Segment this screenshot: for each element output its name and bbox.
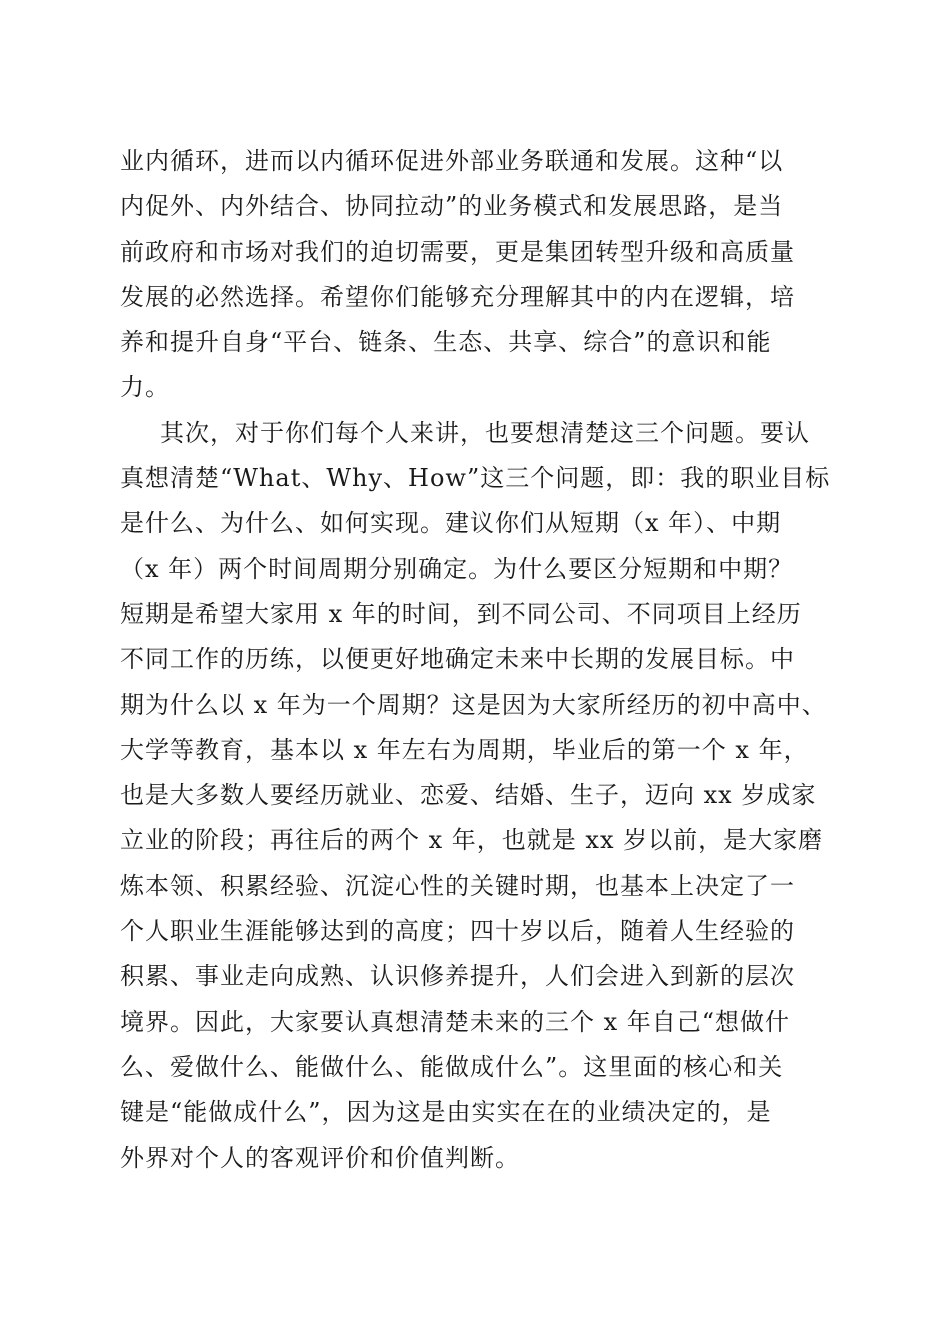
text-line: 力。 xyxy=(120,373,170,402)
text-line: 积累、事业走向成熟、认识修养提升，人们会进入到新的层次 xyxy=(120,962,795,991)
text-line: 外界对个人的客观评价和价值判断。 xyxy=(120,1143,520,1172)
text-line: 立业的阶段；再往后的两个 x 年，也就是 xx 岁以前，是大家磨 xyxy=(120,826,824,855)
text-line: 炼本领、积累经验、沉淀心性的关键时期，也基本上决定了一 xyxy=(120,871,795,900)
text-line: 期为什么以 x 年为一个周期？这是因为大家所经历的初中高中、 xyxy=(120,690,827,719)
text-line: 业内循环，进而以内循环促进外部业务联通和发展。这种“以 xyxy=(120,147,784,175)
text-line: 发展的必然选择。希望你们能够充分理解其中的内在逻辑，培 xyxy=(120,282,795,311)
text-line: 真想清楚“What、Why、How”这三个问题，即：我的职业目标 xyxy=(120,464,831,493)
text-line: 养和提升自身“平台、链条、生态、共享、综合”的意识和能 xyxy=(120,328,772,357)
text-line: （x 年）两个时间周期分别确定。为什么要区分短期和中期？ xyxy=(120,554,794,583)
paragraph-start-line: 其次，对于你们每个人来讲，也要想清楚这三个问题。要认 xyxy=(160,418,810,447)
text-line: 个人职业生涯能够达到的高度；四十岁以后，随着人生经验的 xyxy=(120,917,795,946)
text-line: 键是“能做成什么”，因为这是由实实在在的业绩决定的，是 xyxy=(120,1098,772,1127)
text-line: 么、爱做什么、能做什么、能做成什么”。这里面的核心和关 xyxy=(120,1052,784,1081)
text-line: 不同工作的历练，以便更好地确定未来中长期的发展目标。中 xyxy=(120,645,795,674)
text-line: 是什么、为什么、如何实现。建议你们从短期（x 年）、中期 xyxy=(120,509,782,538)
text-line: 前政府和市场对我们的迫切需要，更是集团转型升级和高质量 xyxy=(120,237,795,266)
text-line: 境界。因此，大家要认真想清楚未来的三个 x 年自己“想做什 xyxy=(120,1007,791,1036)
text-line: 大学等教育，基本以 x 年左右为周期，毕业后的第一个 x 年， xyxy=(120,735,809,764)
text-line: 也是大多数人要经历就业、恋爱、结婚、生子，迈向 xx 岁成家 xyxy=(120,781,817,810)
body-text xyxy=(120,139,840,1181)
text-line: 内促外、内外结合、协同拉动”的业务模式和发展思路，是当 xyxy=(120,192,784,221)
text-line: 短期是希望大家用 x 年的时间，到不同公司、不同项目上经历 xyxy=(120,599,802,628)
